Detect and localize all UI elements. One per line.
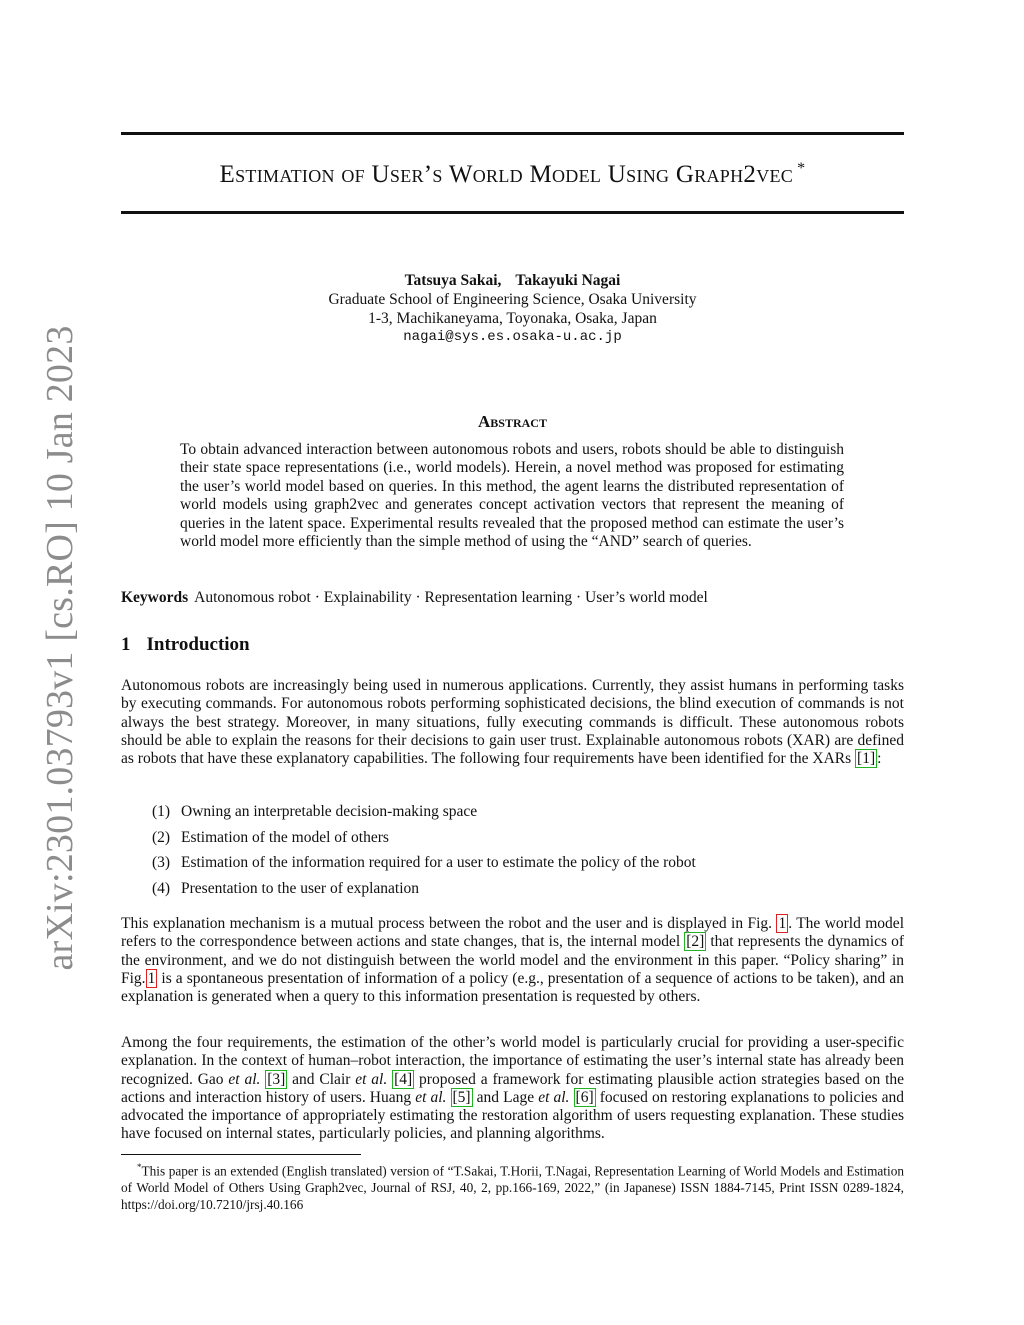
list-item-number: (2) xyxy=(152,828,171,846)
title-bottom-rule xyxy=(121,211,904,214)
abstract-text: To obtain advanced interaction between autonomous robots and users, robots should be able to distinguish their state space representations (i.e., world models). Herein, a novel method was proposed for estimating the user’s world model based on queries. In this method, the agent learns the distributed representation of world models using graph2vec and generates concept activation vectors that represent the meaning of queries in the latent space. Experimental results revealed that the proposed method can estimate the user’s world model more efficiently than the simple method of using the “AND” search of queries. xyxy=(180,441,844,551)
intro-p1-text: Autonomous robots are increasingly being used in numerous applications. Currently, they assist humans in performing tasks by executing commands. For autonomous robots performing sophisticated decisions, the blind execution of commands is not always the best strategy. Moreover, in many situations, fully executing commands is difficult. These autonomous robots should be able to explain the reasons for their decisions to gain user trust. Explainable autonomous robots (XAR) are defined as robots that have these explanatory capabilities. The following four requirements have been identified for the XARs xyxy=(121,677,904,768)
citation-link[interactable]: [5] xyxy=(452,1088,471,1106)
list-item xyxy=(152,829,696,855)
et-al: et al. xyxy=(538,1088,570,1106)
list-item-number: (1) xyxy=(152,803,171,820)
title-top-rule xyxy=(121,132,904,135)
citation-link[interactable]: [2] xyxy=(686,933,705,951)
intro-paragraph-2 xyxy=(121,915,904,1006)
list-item xyxy=(152,854,696,880)
address: 1-3, Machikaneyama, Toyonaka, Osaka, Japan xyxy=(368,310,657,327)
author-1: Tatsuya Sakai, xyxy=(404,272,502,289)
intro-p3-text: and Lage xyxy=(472,1088,539,1106)
paper-title-text: Estimation of User’s World Model Using Graph2vec xyxy=(219,161,794,188)
et-al: et al. xyxy=(355,1070,388,1088)
paper-title xyxy=(121,160,904,189)
list-item-text: Estimation of the information required for a user to estimate the policy of the robot xyxy=(181,854,696,872)
arxiv-stamp: arXiv:2301.03793v1 [cs.RO] 10 Jan 2023 xyxy=(39,325,81,971)
section-number: 1 xyxy=(121,634,131,655)
list-item-text: Owning an interpretable decision-making space xyxy=(181,803,478,820)
footnote-rule xyxy=(121,1154,361,1155)
title-footnote-marker: * xyxy=(797,160,806,177)
footnote-marker: * xyxy=(137,1162,142,1172)
citation-link[interactable]: [6] xyxy=(575,1088,594,1106)
citation-link[interactable]: [3] xyxy=(267,1070,286,1088)
email[interactable]: nagai@sys.es.osaka-u.ac.jp xyxy=(403,329,622,345)
footnote-text: This paper is an extended (English translated) version of “T.Sakai, T.Horii, T.Nagai, Representation Learning of World Models and Estimation of World Model of Others Using Graph2vec, Journal of RSJ, 40, 2, pp.166-169, 2022,” (in Japanese) ISSN 1884-7145, Print ISSN 0289-1824, https://doi.org/10.7210/jrsj.40.166 xyxy=(121,1163,904,1213)
affiliation: Graduate School of Engineering Science, Osaka University xyxy=(328,291,697,308)
list-item-number: (4) xyxy=(152,880,171,898)
et-al: et al. xyxy=(415,1088,447,1106)
intro-p3-text: focused on restoring explanations to policies and advocated the importance of appropriately estimating the restoration algorithm of users requesting explanation. These studies have focused on internal states, particularly policies, and planning algorithms. xyxy=(121,1088,905,1143)
footnote xyxy=(121,1159,904,1213)
list-item-number: (3) xyxy=(152,854,171,872)
abstract-heading: Abstract xyxy=(478,412,547,431)
figure-link[interactable]: 1 xyxy=(147,969,156,987)
et-al: et al. xyxy=(228,1070,261,1088)
intro-p2-text: . The world model refers to the correspondence between actions and state changes, that is, the internal model xyxy=(121,915,904,951)
author-2: Takayuki Nagai xyxy=(515,272,621,289)
list-item-text: Estimation of the model of others xyxy=(181,828,389,846)
figure-link[interactable]: 1 xyxy=(778,915,787,932)
intro-paragraph-3 xyxy=(121,1034,904,1144)
keywords-line xyxy=(121,589,708,607)
intro-p1-end: : xyxy=(877,750,882,768)
list-item xyxy=(152,880,696,906)
list-item-text: Presentation to the user of explanation xyxy=(181,880,420,898)
keywords-list: Autonomous robot · Explainability · Representation learning · User’s world model xyxy=(194,589,708,606)
intro-p3-text: and Clair xyxy=(287,1070,356,1088)
section-title: Introduction xyxy=(146,634,250,655)
intro-p2-text: is a spontaneous presentation of information of a policy (e.g., presentation of a sequence of actions to be taken), and an explanation is generated when a query to this information presentation is requested by others. xyxy=(121,969,904,1006)
intro-paragraph-1 xyxy=(121,677,904,768)
intro-p3-text: proposed a framework for estimating plausible action strategies based on the actions and interaction history of users. Huang xyxy=(121,1070,905,1106)
author-names xyxy=(121,271,904,290)
intro-p3-text: Among the four requirements, the estimation of the other’s world model is particularly crucial for providing a user-specific explanation. In the context of human–robot interaction, the importance of estimating the user’s internal state has already been recognized. Gao xyxy=(121,1034,904,1088)
citation-link[interactable]: [4] xyxy=(394,1070,413,1088)
intro-p2-text: This explanation mechanism is a mutual process between the robot and the user and is displayed in Fig. xyxy=(121,915,777,932)
keywords-label: Keywords xyxy=(121,589,189,606)
section-heading xyxy=(121,634,250,656)
author-block xyxy=(121,271,904,347)
list-item xyxy=(152,803,696,829)
intro-p2-text: that represents the dynamics of the environment, and we do not distinguish between the world model and the environment in this paper. “Policy sharing” in Fig. xyxy=(121,933,904,987)
citation-link[interactable]: [1] xyxy=(857,750,876,768)
requirements-list xyxy=(152,803,696,906)
